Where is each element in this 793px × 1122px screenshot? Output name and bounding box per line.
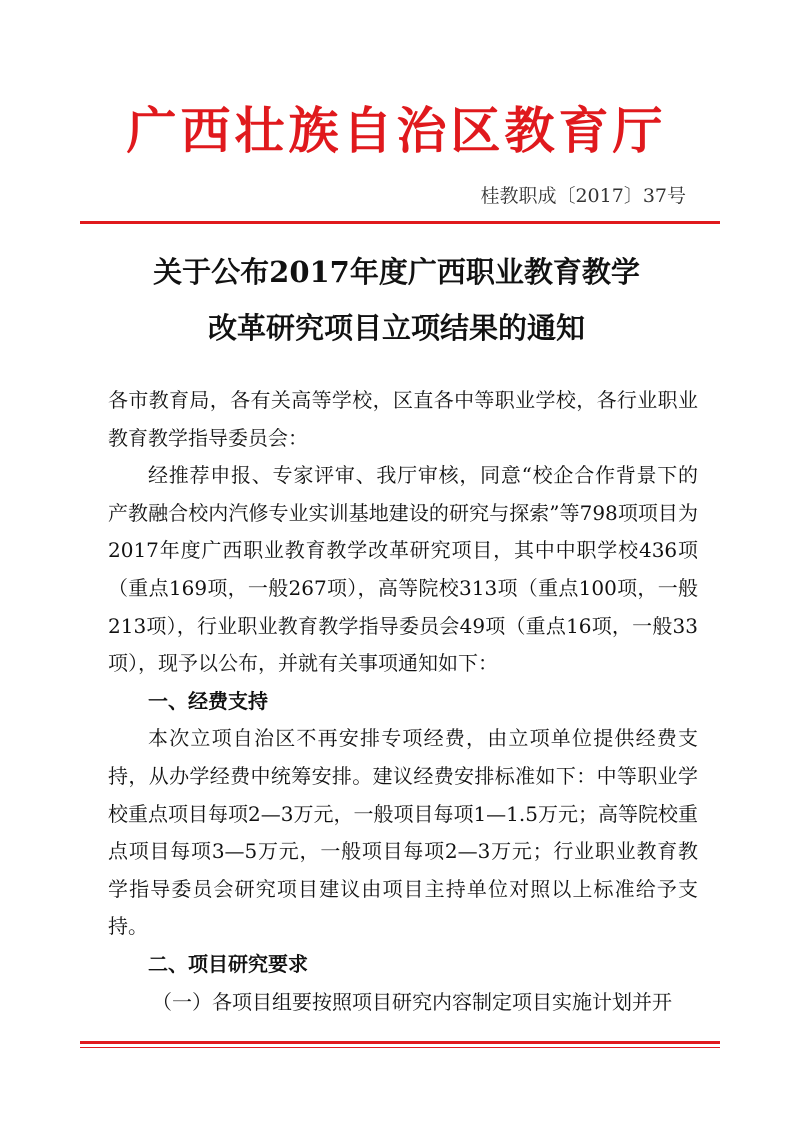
intro-paragraph: 经推荐申报、专家评审、我厅审核，同意“校企合作背景下的产教融合校内汽修专业实训基地建设的研究与探索”等798项项目为2017年度广西职业教育教学改革研究项目，其中中职学校436项（重点169项，一般267项），高等院校313项（重点100项，一般213项），行业职业教育教学指导委员会49项（重点16项，一般33项），现予以公布，并就有关事项通知如下： [108,463,698,676]
notice-title-line-1: 关于公布2017年度广西职业教育教学 [153,255,640,289]
section-heading-requirements: 二、项目研究要求 [148,951,308,976]
notice-body [108,382,698,1021]
funding-paragraph: 本次立项自治区不再安排专项经费，由立项单位提供经费支持，从办学经费中统筹安排。建议经费安排标准如下：中等职业学校重点项目每项2—3万元，一般项目每项1—1.5万元；高等院校重点项目每项3—5万元，一般项目每项2—3万元；行业职业教育教学指导委员会研究项目建议由项目主持单位对照以上标准给予支持。 [108,726,698,939]
footer-divider-thin [80,1047,720,1048]
section-heading-funding: 一、经费支持 [148,688,268,713]
issuer-heading: 广西壮族自治区教育厅 [126,101,667,160]
notice-title-line-2: 改革研究项目立项结果的通知 [207,311,585,345]
header-divider [80,221,720,224]
footer-divider-thick [80,1041,720,1044]
document-number: 桂教职成〔2017〕37号 [480,185,686,207]
requirement-item-1: （一）各项目组要按照项目研究内容制定项目实施计划并开 [152,989,672,1014]
salutation: 各市教育局，各有关高等学校，区直各中等职业学校，各行业职业教育教学指导委员会： [108,388,698,450]
